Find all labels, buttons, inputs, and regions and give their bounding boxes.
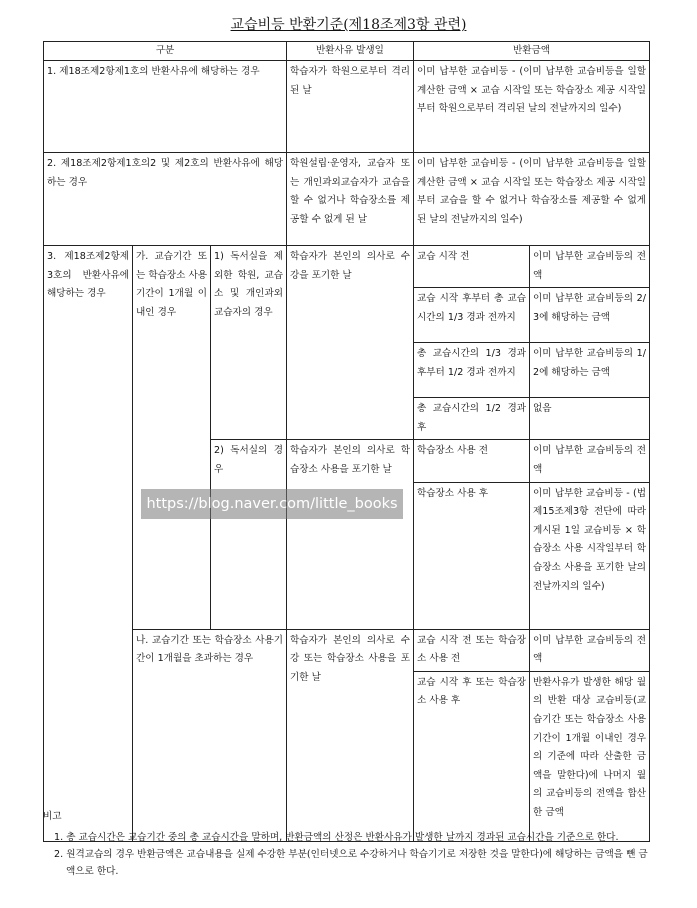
na-amount-1: 반환사유가 발생한 해당 월의 반환 대상 교습비등(교습기간 또는 학습장소 사용기간이 1개월 이내인 경우의 기준에 따라 산출한 금액을 말한다)에 나머지 월의 교습비등의 전액을 합산한 금액 bbox=[530, 671, 650, 841]
na-amount-0: 이미 납부한 교습비등의 전액 bbox=[530, 629, 650, 671]
sub1-when-2: 총 교습시간의 1/3 경과 후부터 1/2 경과 전까지 bbox=[414, 343, 530, 398]
table-row bbox=[44, 153, 650, 246]
row1-category: 1. 제18조제2항제1호의 반환사유에 해당하는 경우 bbox=[44, 61, 287, 153]
table-row bbox=[44, 61, 650, 153]
header-amount: 반환금액 bbox=[414, 42, 650, 61]
row3-sub-1: 1) 독서실을 제외한 학원, 교습소 및 개인과외교습자의 경우 bbox=[211, 246, 287, 440]
row3-sub-2-reason: 학습자가 본인의 의사로 학습장소 사용을 포기한 날 bbox=[287, 440, 414, 629]
row1-reason: 학습자가 학원으로부터 격리된 날 bbox=[287, 61, 414, 153]
sub1-when-0: 교습 시작 전 bbox=[414, 246, 530, 288]
sub2-when-0: 학습장소 사용 전 bbox=[414, 440, 530, 482]
sub1-amount-2: 이미 납부한 교습비등의 1/2에 해당하는 금액 bbox=[530, 343, 650, 398]
row3-category: 3. 제18조제2항제3호의 반환사유에 해당하는 경우 bbox=[44, 246, 133, 842]
refund-standard-table bbox=[43, 41, 650, 842]
row3-sub-na-reason: 학습자가 본인의 의사로 수강 또는 학습장소 사용을 포기한 날 bbox=[287, 629, 414, 841]
sub1-amount-3: 없음 bbox=[530, 398, 650, 440]
header-reason: 반환사유 발생일 bbox=[287, 42, 414, 61]
note-item: 2. 원격교습의 경우 반환금액은 교습내용을 실제 수강한 부분(인터넷으로 수강하거나 학습기기로 저장한 것을 말한다)에 해당하는 금액을 뺀 금액으로 한다. bbox=[54, 849, 648, 877]
row2-category: 2. 제18조제2항제1호의2 및 제2호의 반환사유에 해당하는 경우 bbox=[44, 153, 287, 246]
sub1-amount-1: 이미 납부한 교습비등의 2/3에 해당하는 금액 bbox=[530, 288, 650, 343]
row3-sub-2: 2) 독서실의 경우 bbox=[211, 440, 287, 629]
row2-reason: 학원설립·운영자, 교습자 또는 개인과외교습자가 교습을 할 수 없거나 학습장소를 제공할 수 없게 된 날 bbox=[287, 153, 414, 246]
notes-heading: 비고 bbox=[43, 811, 62, 822]
row3-sub-ga: 가. 교습기간 또는 학습장소 사용기간이 1개월 이내인 경우 bbox=[133, 246, 211, 630]
na-when-0: 교습 시작 전 또는 학습장소 사용 전 bbox=[414, 629, 530, 671]
row2-amount: 이미 납부한 교습비등 - (이미 납부한 교습비등을 일할계산한 금액 × 교습 시작일 또는 학습장소 제공 시작일부터 교습을 할 수 없거나 학습장소를 제공할 수 없게 된 날의 전날까지의 일수) bbox=[414, 153, 650, 246]
notes-section bbox=[43, 808, 649, 880]
na-when-1: 교습 시작 후 또는 학습장소 사용 후 bbox=[414, 671, 530, 841]
sub1-when-1: 교습 시작 후부터 총 교습시간의 1/3 경과 전까지 bbox=[414, 288, 530, 343]
sub2-amount-0: 이미 납부한 교습비등의 전액 bbox=[530, 440, 650, 482]
sub1-amount-0: 이미 납부한 교습비등의 전액 bbox=[530, 246, 650, 288]
table-header-row bbox=[44, 42, 650, 61]
table-row bbox=[44, 246, 650, 288]
row3-sub-na: 나. 교습기간 또는 학습장소 사용기간이 1개월을 초과하는 경우 bbox=[133, 629, 287, 841]
row1-amount: 이미 납부한 교습비등 - (이미 납부한 교습비등을 일할계산한 금액 × 교습 시작일 또는 학습장소 제공 시작일부터 학원으로부터 격리된 날의 전날까지의 일수) bbox=[414, 61, 650, 153]
header-category: 구분 bbox=[44, 42, 287, 61]
sub1-when-3: 총 교습시간의 1/2 경과 후 bbox=[414, 398, 530, 440]
row3-sub-1-reason: 학습자가 본인의 의사로 수강을 포기한 날 bbox=[287, 246, 414, 440]
note-item: 1. 총 교습시간은 교습기간 중의 총 교습시간을 말하며, 반환금액의 산정은 반환사유가 발생한 날까지 경과된 교습시간을 기준으로 한다. bbox=[54, 832, 619, 843]
sub2-when-1: 학습장소 사용 후 bbox=[414, 482, 530, 629]
sub2-amount-1: 이미 납부한 교습비등 - (법 제15조제3항 전단에 따라 게시된 1일 교습비등 × 학습장소 사용 시작일부터 학습장소 사용을 포기한 날의 전날까지의 일수) bbox=[530, 482, 650, 629]
page-title: 교습비등 반환기준(제18조제3항 관련) bbox=[230, 17, 467, 33]
blog-watermark: https://blog.naver.com/little_books bbox=[141, 489, 403, 519]
table-row bbox=[44, 629, 650, 671]
